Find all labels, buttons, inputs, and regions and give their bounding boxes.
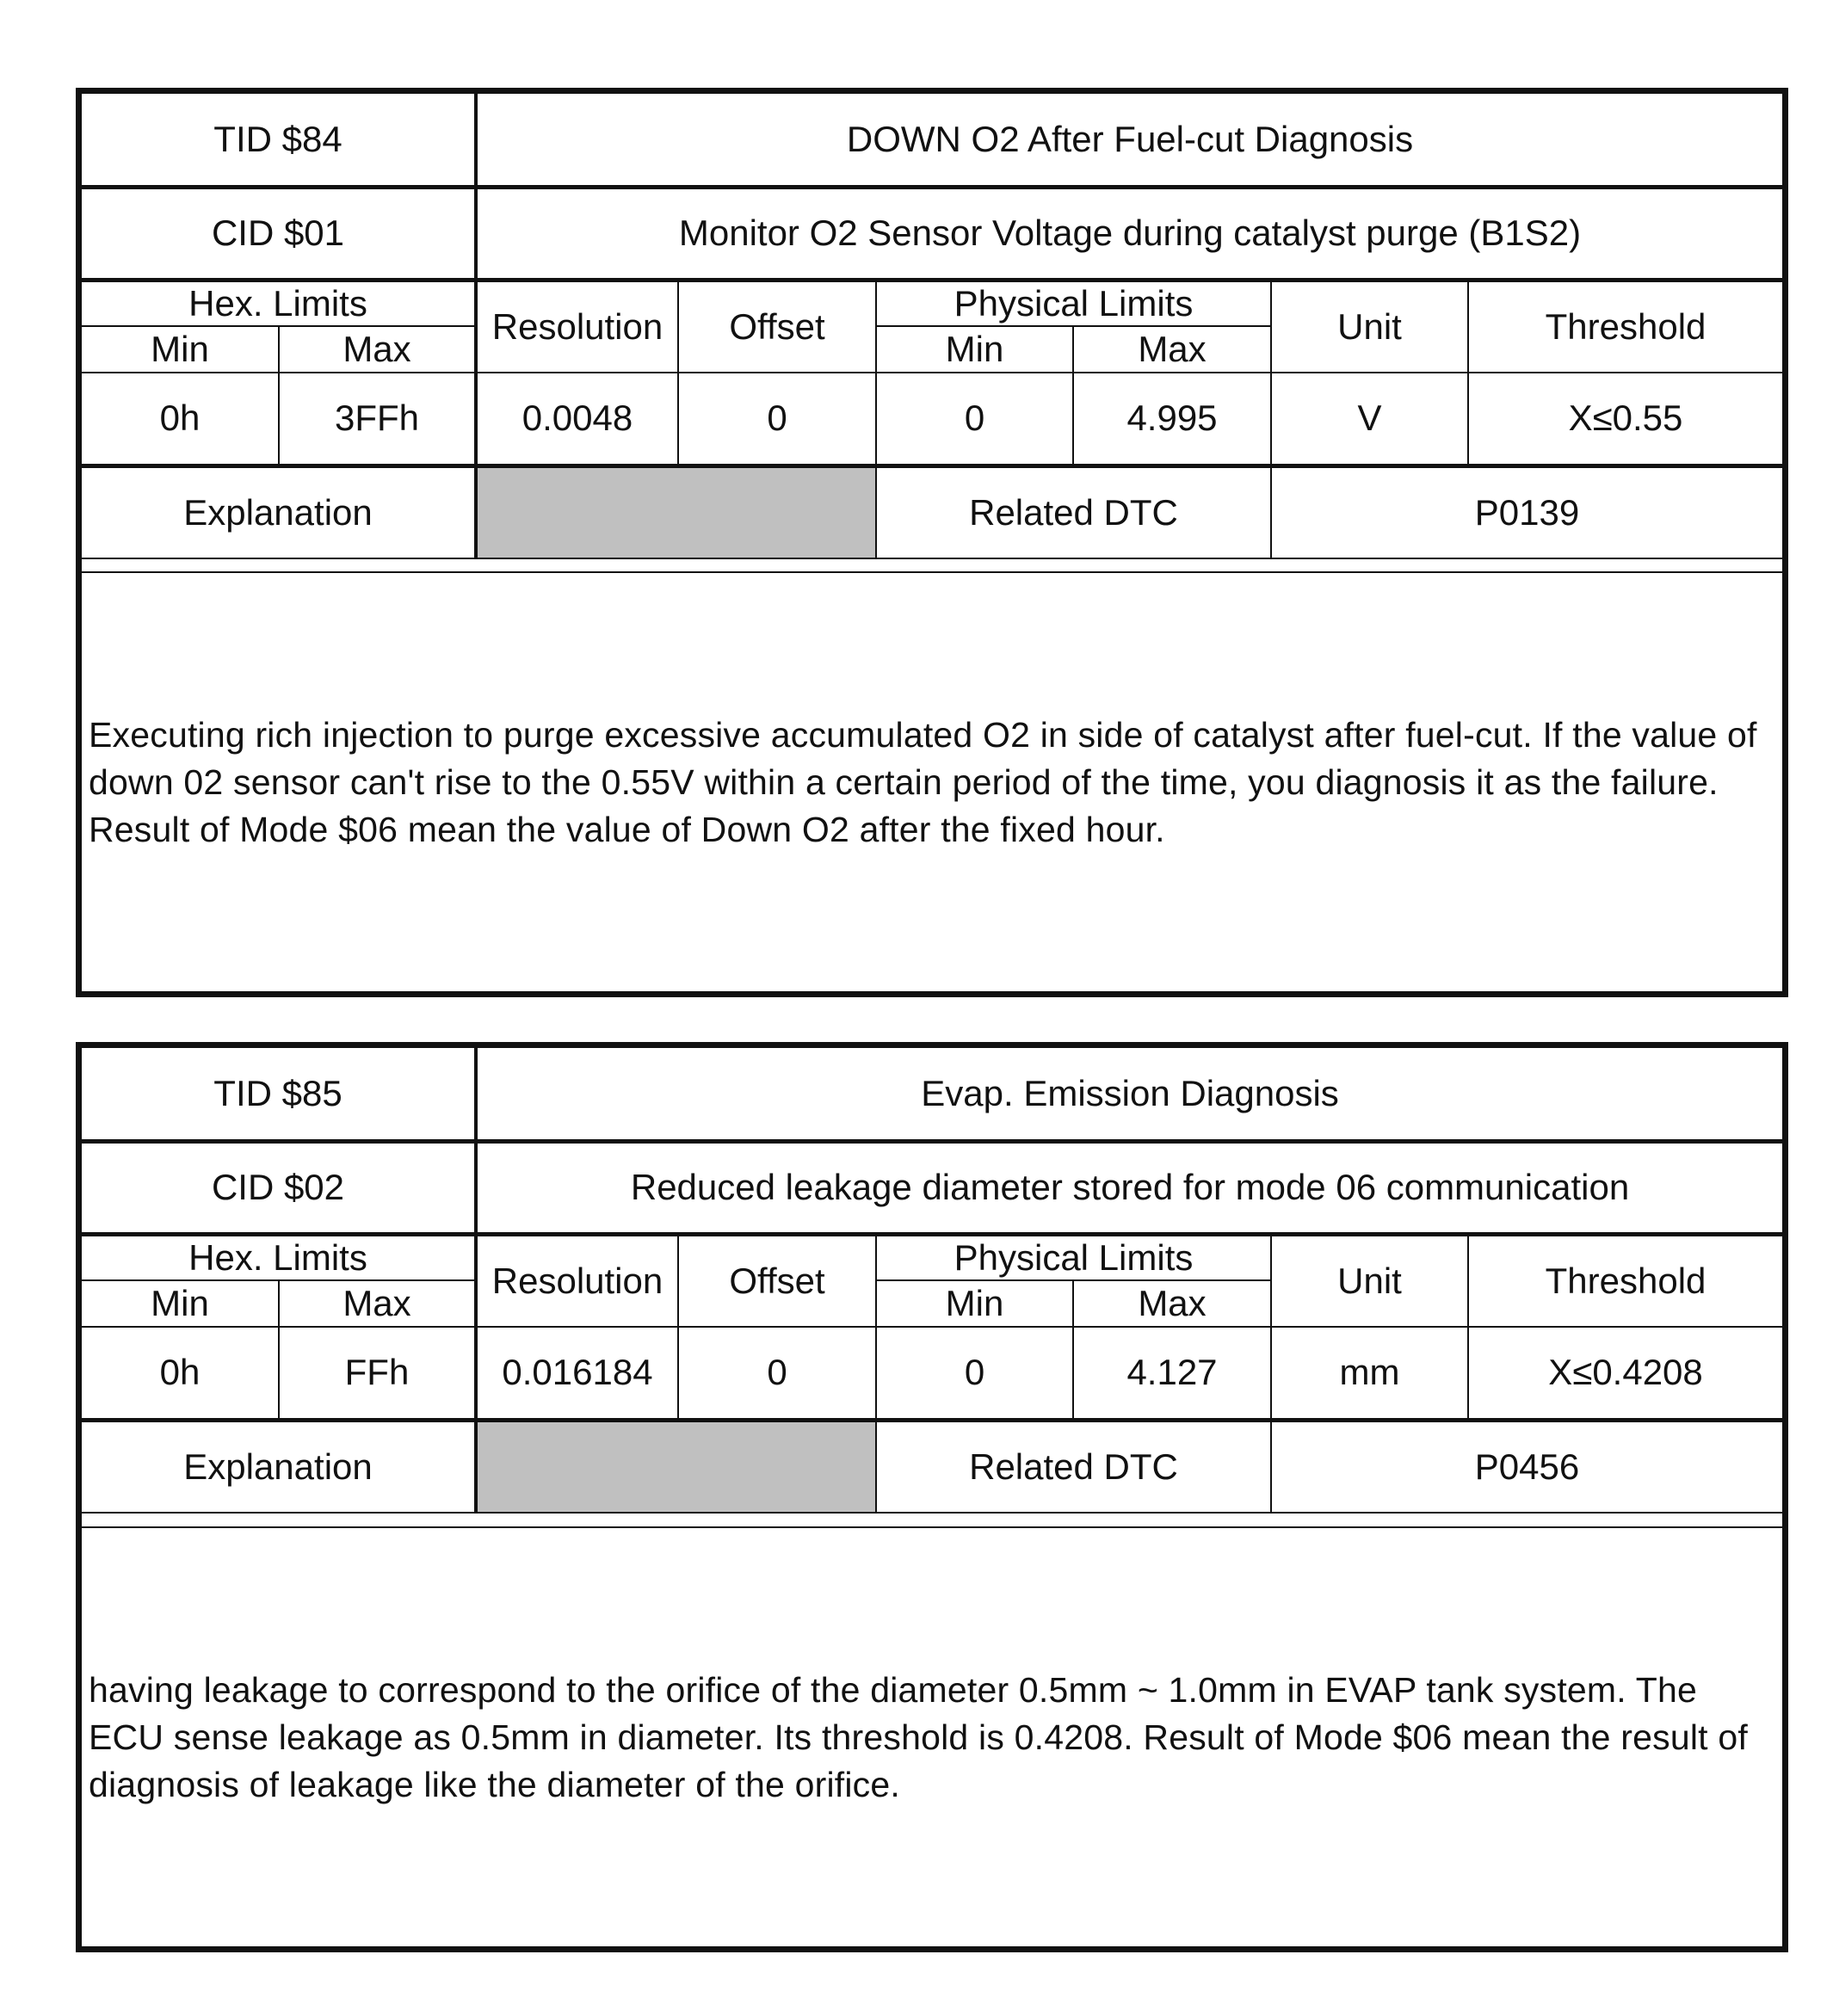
resolution-value: 0.0048 [476, 373, 678, 465]
diagnosis-block-tid84 [76, 88, 1788, 997]
resolution-header: Resolution [476, 1234, 678, 1327]
hex-min-header: Min [82, 1280, 279, 1327]
related-dtc-value: P0456 [1271, 1420, 1782, 1513]
hex-max-header: Max [279, 1280, 476, 1327]
phys-min-header: Min [876, 1280, 1073, 1327]
diagnosis-table [82, 1048, 1782, 1514]
explanation-label: Explanation [82, 1420, 476, 1513]
explanation-body [82, 571, 1782, 991]
cid-label: CID $02 [82, 1141, 476, 1234]
phys-max-value: 4.995 [1073, 373, 1271, 465]
threshold-header: Threshold [1468, 280, 1782, 373]
explanation-label: Explanation [82, 465, 476, 558]
related-dtc-label: Related DTC [876, 465, 1271, 558]
hex-min-value: 0h [82, 1327, 279, 1420]
phys-max-header: Max [1073, 1280, 1271, 1327]
phys-max-value: 4.127 [1073, 1327, 1271, 1420]
gray-filler-cell [476, 1420, 876, 1513]
unit-header: Unit [1271, 280, 1468, 373]
hex-min-value: 0h [82, 373, 279, 465]
hex-max-header: Max [279, 326, 476, 373]
explanation-text: Executing rich injection to purge excessive accumulated O2 in side of catalyst after fuel-cut. If the value of down 02 sensor can't rise to the 0.55V within a certain period of the time, you diagnosis it as the failure. Result of Mode $06 mean the value of Down O2 after the fixed hour. [89, 714, 1757, 849]
diagnosis-table [82, 94, 1782, 559]
physical-limits-header: Physical Limits [876, 280, 1271, 326]
hex-limits-header: Hex. Limits [82, 1234, 476, 1280]
phys-max-header: Max [1073, 326, 1271, 373]
related-dtc-value: P0139 [1271, 465, 1782, 558]
offset-header: Offset [678, 1234, 876, 1327]
related-dtc-label: Related DTC [876, 1420, 1271, 1513]
tid-title: DOWN O2 After Fuel-cut Diagnosis [476, 94, 1782, 187]
cid-label: CID $01 [82, 187, 476, 280]
cid-title: Monitor O2 Sensor Voltage during catalyst purge (B1S2) [476, 187, 1782, 280]
cid-title: Reduced leakage diameter stored for mode 06 communication [476, 1141, 1782, 1234]
threshold-value: X≤0.4208 [1468, 1327, 1782, 1420]
hex-max-value: 3FFh [279, 373, 476, 465]
unit-value: V [1271, 373, 1468, 465]
phys-min-value: 0 [876, 373, 1073, 465]
resolution-header: Resolution [476, 280, 678, 373]
unit-value: mm [1271, 1327, 1468, 1420]
offset-value: 0 [678, 373, 876, 465]
hex-limits-header: Hex. Limits [82, 280, 476, 326]
phys-min-value: 0 [876, 1327, 1073, 1420]
tid-label: TID $85 [82, 1048, 476, 1141]
hex-min-header: Min [82, 326, 279, 373]
offset-header: Offset [678, 280, 876, 373]
tid-label: TID $84 [82, 94, 476, 187]
diagnosis-block-tid85 [76, 1042, 1788, 1952]
resolution-value: 0.016184 [476, 1327, 678, 1420]
unit-header: Unit [1271, 1234, 1468, 1327]
explanation-text: having leakage to correspond to the orifice of the diameter 0.5mm ~ 1.0mm in EVAP tank system. The ECU sense leakage as 0.5mm in diameter. Its threshold is 0.4208. Result of Mode $06 mean the result of diagnosis of leakage like the diameter of the orifice. [89, 1669, 1748, 1804]
threshold-value: X≤0.55 [1468, 373, 1782, 465]
explanation-body [82, 1526, 1782, 1946]
offset-value: 0 [678, 1327, 876, 1420]
physical-limits-header: Physical Limits [876, 1234, 1271, 1280]
threshold-header: Threshold [1468, 1234, 1782, 1327]
hex-max-value: FFh [279, 1327, 476, 1420]
tid-title: Evap. Emission Diagnosis [476, 1048, 1782, 1141]
gray-filler-cell [476, 465, 876, 558]
phys-min-header: Min [876, 326, 1073, 373]
